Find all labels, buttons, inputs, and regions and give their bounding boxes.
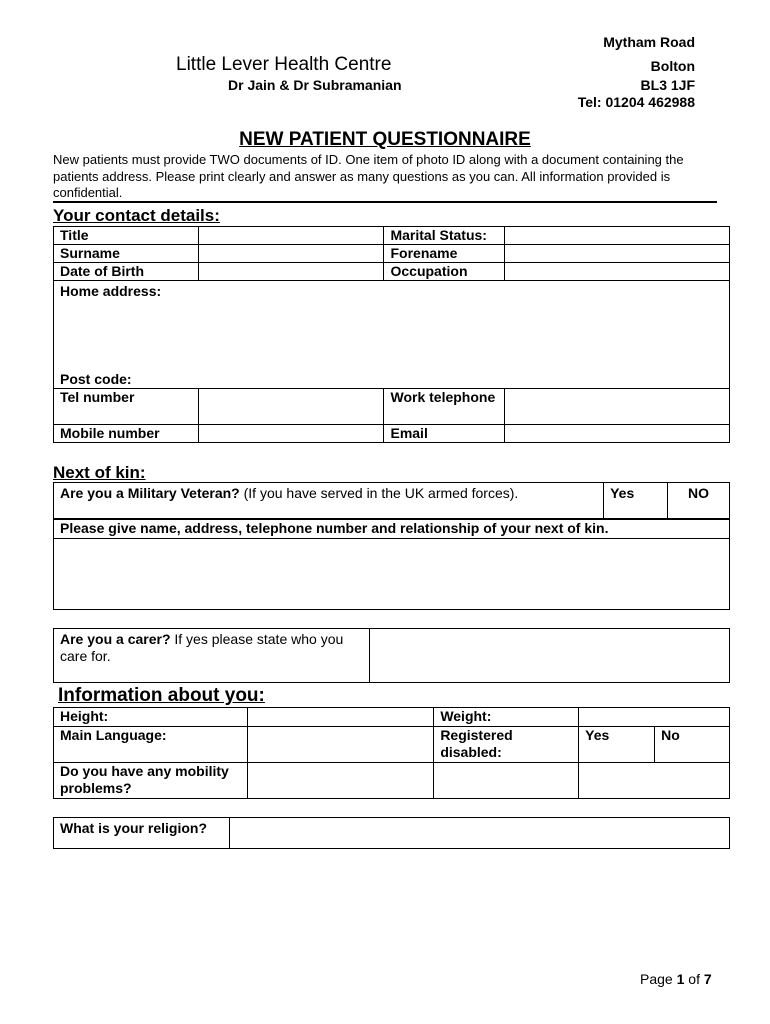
language-label: Main Language: [54,727,248,763]
dob-label: Date of Birth [54,263,199,281]
postcode-label: Post code: [60,371,132,387]
language-field[interactable] [247,727,434,763]
page-total: 7 [703,971,712,987]
about-table [53,707,730,799]
divider [53,201,717,203]
mobile-label: Mobile number [54,425,199,443]
veteran-question: Are you a Military Veteran? [60,485,240,501]
home-address-label: Home address: [60,283,162,299]
veteran-question-cell [54,483,604,519]
address-line-1: Mytham Road [603,34,695,50]
kin-instruction: Please give name, address, telephone number and relationship of your next of kin. [54,520,730,539]
address-line-2: Bolton [650,58,695,74]
marital-field[interactable] [505,227,730,245]
email-label: Email [384,425,505,443]
address-line-3: BL3 1JF [640,77,695,93]
mobility-field[interactable] [247,763,434,799]
carer-question-cell [54,629,370,683]
carer-note: If yes please state who you care for. [60,631,344,664]
mobility-extra-field[interactable] [434,763,579,799]
contact-heading: Your contact details: [53,206,220,225]
page-prefix: Page [640,971,677,987]
forename-label: Forename [384,245,505,263]
carer-question: Are you a carer? [60,631,171,647]
surname-label: Surname [54,245,199,263]
title-label: Title [54,227,199,245]
veteran-no[interactable]: NO [668,483,730,519]
page-number [640,971,712,987]
title-field[interactable] [198,227,384,245]
veteran-yes[interactable]: Yes [604,483,668,519]
work-tel-label: Work telephone [384,389,505,425]
marital-label: Marital Status: [384,227,505,245]
kin-table [53,519,730,610]
surname-field[interactable] [198,245,384,263]
height-field[interactable] [247,708,434,727]
mobility-extra-field-2[interactable] [579,763,730,799]
veteran-table [53,482,730,519]
home-address-field[interactable] [54,281,730,389]
kin-details-field[interactable] [54,539,730,610]
telephone: Tel: 01204 462988 [577,94,695,110]
religion-table [53,817,730,849]
intro-text: New patients must provide TWO documents of ID. One item of photo ID along with a document containing the patients address. Please print clearly and answer as many questions as you can. All information provided is confidential. [53,152,684,200]
doctors-names: Dr Jain & Dr Subramanian [228,77,402,93]
contact-table [53,226,730,443]
tel-field[interactable] [198,389,384,425]
page-current: 1 [676,971,685,987]
carer-table [53,628,730,683]
disabled-yes[interactable]: Yes [579,727,655,763]
occupation-field[interactable] [505,263,730,281]
page-of: of [684,971,704,987]
practice-name: Little Lever Health Centre [176,54,392,75]
height-label: Height: [54,708,248,727]
mobility-label: Do you have any mobility problems? [54,763,248,799]
veteran-note: (If you have served in the UK armed forces). [239,485,519,501]
tel-label: Tel number [54,389,199,425]
weight-field[interactable] [579,708,730,727]
about-heading: Information about you: [58,685,265,706]
weight-label: Weight: [434,708,579,727]
next-of-kin-heading: Next of kin: [53,463,146,482]
forename-field[interactable] [505,245,730,263]
disabled-label: Registered disabled: [434,727,579,763]
religion-field[interactable] [229,818,729,849]
carer-field[interactable] [369,629,729,683]
disabled-no[interactable]: No [655,727,730,763]
email-field[interactable] [505,425,730,443]
religion-label: What is your religion? [54,818,230,849]
dob-field[interactable] [198,263,384,281]
occupation-label: Occupation [384,263,505,281]
page-title: NEW PATIENT QUESTIONNAIRE [239,129,531,150]
mobile-field[interactable] [198,425,384,443]
work-tel-field[interactable] [505,389,730,425]
